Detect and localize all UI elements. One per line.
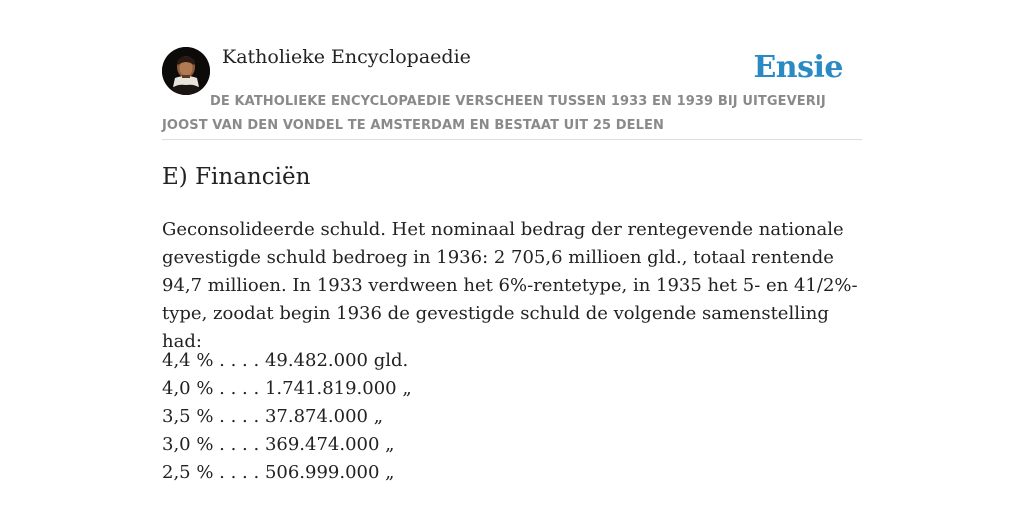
site-description: DE KATHOLIEKE ENCYCLOPAEDIE VERSCHEEN TUSSEN 1933 EN 1939 BIJ UITGEVERIJ JOOST VAN DEN VONDEL TE AMSTERDAM EN BESTAAT UIT 25 DELEN [162,94,826,133]
site-name[interactable]: Katholieke Encyclopaedie [222,46,471,68]
header [162,0,862,140]
page [162,0,862,483]
debt-composition-list [162,347,412,487]
portrait-avatar-icon[interactable] [162,47,210,95]
list-item: 2,5 % . . . . 506.999.000 „ [162,462,395,483]
list-item: 3,5 % . . . . 37.874.000 „ [162,406,384,427]
list-item: 4,4 % . . . . 49.482.000 gld. [162,350,409,371]
brand-logo[interactable]: Ensie [753,50,843,85]
list-item: 3,0 % . . . . 369.474.000 „ [162,434,395,455]
article-title: E) Financiën [162,164,311,190]
article-paragraph: Geconsolideerde schuld. Het nominaal bedrag der rentegevende nationale gevestigde schuld bedroeg in 1936: 2 705,6 millioen gld., totaal rentende 94,7 millioen. In 1933 verdween het 6%-rentetype, in 1935 het 5- en 41/2%-type, zoodat begin 1936 de gevestigde schuld de volgende samenstelling had: [162,219,858,352]
list-item: 4,0 % . . . . 1.741.819.000 „ [162,378,412,399]
